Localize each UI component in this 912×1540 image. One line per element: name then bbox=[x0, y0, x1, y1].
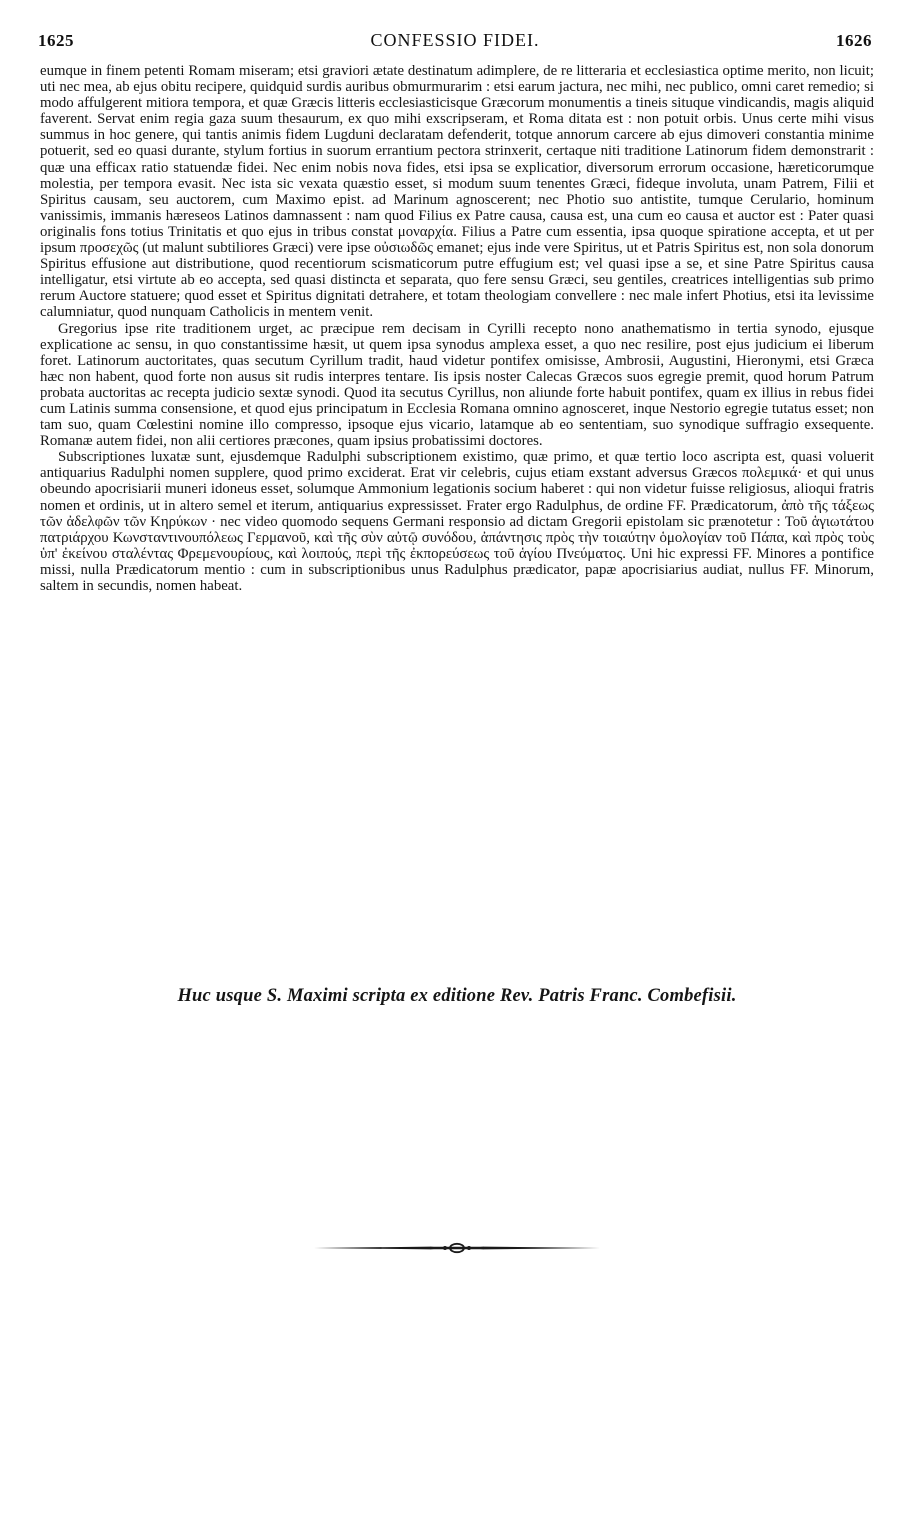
right-column-number: 1626 bbox=[836, 31, 872, 50]
ornament-right-dot bbox=[467, 1246, 471, 1250]
main-text bbox=[40, 63, 874, 594]
running-title: CONFESSIO FIDEI. bbox=[370, 30, 540, 50]
ornament-left-taper bbox=[314, 1247, 444, 1250]
paragraph-gregorius: Gregorius ipse rite traditionem urget, ac præcipue rem decisam in Cyrilli recepto nono anathematismo in tertia synodo, ejusque explicatione ac sensu, in quo constantissime hæsit, ut quem ipsa synodus amplexa esset, a quo nec resilire, post ejus judicium ei liberum foret. Latinorum auctoritates, quas secutum Cyrillum tradit, haud videtur pontifex omisisse, Ambrosii, Augustini, Hieronymi, etsi Græca hæc non habent, quod forte non ausus sit rudis interpres tentare. Iis ipsis noster Calecas Græcos suos egregie premit, quod horum Patrum probata auctoritas ac recepta judicio sextæ synodi. Quod ita secutus Cyrillus, non aliunde forte habuit pontifex, quam ex illius in rebus fidei cum Latinis summa consensione, et quod ejus principatum in Ecclesia Romana omnino agnosceret, inque Nestorio egregie tutatus esset; non tam suo, quam Cœlestini nomine illo compresso, ipsoque ejus vicario, latamque ab eo sententiam, suo synodique suffragio exsequente. Romanæ autem fidei, non alii certiores præcones, quam ipsius probatissimi doctores. bbox=[40, 320, 874, 450]
paragraph-continuation: eumque in finem petenti Romam miseram; etsi graviori ætate destinatum adimplere, de re litteraria et ecclesiastica optime merito, non licuit; uti nec mea, ab ejus obitu recipere, quidquid surdis auribus obmurmurarim : etsi earum jactura, nec mihi, nec publico, omni caret remedio; si modo affulgerent mitiora tempora, et quæ Græcis litteris ecclesiasticisque Græcorum monumentis a tineis situque vindicandis, magis aliquid faverent. Servat enim regia gaza suum thesaurum, ex quo mihi exscripseram, et Roma ditata est : non potuit orbis. Unus certe mihi visus summus in hoc genere, qui tantis animis fidem Lugduni declaratam defenderit, totque annorum carcere ab ejus dimoveri constantia minime potuerit, sed eo quasi durante, stylum fortius in suorum errantium pectora strinxerit, certaque niti traditione Latinorum fidem demonstrarit : quæ una efficax ratio statuendæ fidei. Nec enim nobis nova fides, etsi ipsa se explicatior, diversorum errorum occasione, hæreticorumque molestia, per tempora evasit. Nec ista sic vexata quæstio esset, si modum suum tenentes Græci, fideque involuta, unam Patrem, Filii et Spiritus causam, seu auctorem, cum Maximo epist. ad Marinum agnoscerent; nec Photio suo antistite, tumque Cerulario, hominum vanissimis, immanis hæreseos Latinos damnassent : nam quod Filius ex Patre causa, causa est, una cum eo causa et auctor est : Pater quasi originalis fons totius Trinitatis et quo ejus in tribus constat μοναρχία. Filius a Patre cum essentia, ipsa quoque spiratione accepta, et ut per ipsum προσεχῶς (ut malunt subtiliores Græci) vere ipse οὐσιωδῶς emanet; ejus inde vere Spiritus, ut et Patris Spiritus est, non sola donorum Spiritus effusione aut distributione, quod recentiorum scismaticorum putre effugium est; vel quasi ipse a se, et sine Patre Spiritus causa intelligatur, etsi virtute ab eo accepta, sed quasi distincta et separata, quo fere sensu Græci, seu gentiles, creatrices intelligentias sub primo rerum Auctore statuere; quod esset et Spiritus dignitati detrahere, et totam theologiam convellere : nec male infert Photius, etsi ita levissime calumniatur, quod nunquam Catholicis in mentem venit. bbox=[40, 63, 874, 321]
page-header bbox=[38, 30, 872, 56]
paragraph-subscriptiones: Subscriptiones luxatæ sunt, ejusdemque Radulphi subscriptionem existimo, quæ primo, et quæ tertio loco ascripta est, quasi voluerit antiquarius Radulphi nomen supplere, quod primo exciderat. Erat vir celebris, cujus etiam exstant adversus Græcos πολεμικά· et qui unus obeundo apocrisiarii muneri idoneus esset, solumque Ammonium legationis socium haberet : qui non videtur fuisse religiosus, alioqui fratris nomen et ordinis, ut in altero semel et iterum, antiquarius expressisset. Frater ergo Radulphus, de ordine FF. Prædicatorum, ἀπὸ τῆς τάξεως τῶν ἀδελφῶν τῶν Κηρύκων · nec video quomodo sequens Germani responsio ad dictam Gregorii epistolam sic prænotetur : Τοῦ ἁγιωτάτου πατριάρχου Κωνσταντινουπόλεως Γερμανοῦ, καὶ τῆς σὺν αὐτῷ συνόδου, ἀπάντησις πρὸς τὴν τοιαύτην ὁμολογίαν τοῦ Πάπα, καὶ πρὸς τοὺς ὑπ' ἐκείνου σταλέντας Φρεμενουρίους, καὶ λοιπούς, περὶ τῆς ἐκπορεύσεως τοῦ ἁγίου Πνεύματος. Uni hic expressi FF. Minores a pontifice missi, nulla Prædicatorum mentio : cum in subscriptionibus unus Radulphus prædicator, papæ apocrisiarius audiat, nullus FF. Minorum, saltem in secundis, nomen habeat. bbox=[40, 449, 874, 594]
closing-note: Huc usque S. Maximi scripta ex editione Rev. Patris Franc. Combefisii. bbox=[177, 986, 737, 1006]
left-column-number: 1625 bbox=[38, 31, 74, 50]
ornament-left-dot bbox=[443, 1246, 447, 1250]
end-ornament-rule bbox=[312, 1238, 602, 1258]
ornament-right-taper bbox=[470, 1247, 600, 1250]
